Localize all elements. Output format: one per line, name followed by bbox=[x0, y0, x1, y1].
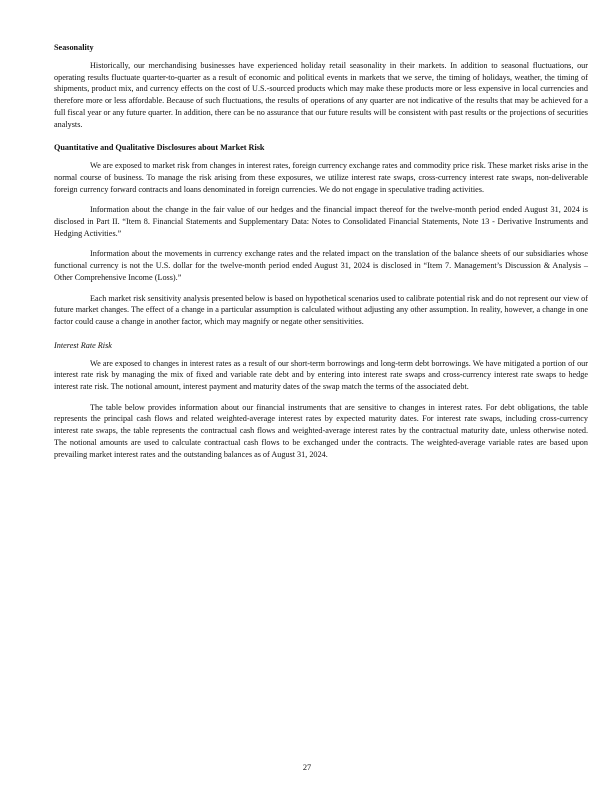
market-risk-paragraph-4: Each market risk sensitivity analysis presented below is based on hypothetical scenarios used to calibrate potential risk and do not represent our view of future market changes. The effect of a change in a particular assumption is calculated without adjusting any other assumption. In reality, however, a change in one factor could cause a change in another factor, which may magnify or negate other sensitivities. bbox=[54, 293, 588, 326]
seasonality-heading: Seasonality bbox=[54, 43, 94, 52]
market-risk-section bbox=[54, 142, 588, 327]
interest-rate-risk-heading: Interest Rate Risk bbox=[54, 340, 112, 350]
market-risk-paragraph-3: Information about the movements in currency exchange rates and the related impact on the translation of the balance sheets of our subsidiaries whose functional currency is not the U.S. dollar for the twelve-month period ended August 31, 2024 is disclosed in “Item 7. Management’s Discussion & Analysis – Other Comprehensive Income (Loss).” bbox=[54, 249, 588, 282]
market-risk-heading: Quantitative and Qualitative Disclosures about Market Risk bbox=[54, 143, 265, 153]
seasonality-paragraph: Historically, our merchandising businesses have experienced holiday retail seasonality in their markets. In addition to seasonal fluctuations, our operating results fluctuate quarter-to-quarter as a result of economic and political events in markets that we serve, the timing of holidays, weather, the timing of shipments, product mix, and currency effects on the cost of U.S.-sourced products which may make these products more or less expensive in local currencies and therefore more or less affordable. Because of such fluctuations, the results of operations of any quarter are not indicative of the results that may be achieved for a full fiscal year or any future quarter. In addition, there can be no assurance that our future results will be consistent with past results or the projections of securities analysts. bbox=[54, 61, 588, 129]
interest-rate-risk-section bbox=[54, 340, 588, 461]
market-risk-paragraph-2: Information about the change in the fair value of our hedges and the financial impact thereof for the twelve-month period ended August 31, 2024 is disclosed in Part II. “Item 8. Financial Statements and Supplementary Data: Notes to Consolidated Financial Statements, Note 13 - Derivative Instruments and Hedging Activities.” bbox=[54, 205, 588, 238]
page-number: 27 bbox=[302, 763, 312, 772]
market-risk-paragraph-1: We are exposed to market risk from changes in interest rates, foreign currency exchange rates and commodity price risk. These market risks arise in the normal course of business. To manage the risk arising from these exposures, we utilize interest rate swaps, cross-currency interest rate swaps, non-deliverable foreign currency forward contracts and loans denominated in foreign currencies. We do not engage in speculative trading activities. bbox=[54, 161, 588, 194]
document-page bbox=[54, 42, 588, 472]
seasonality-section bbox=[54, 42, 588, 130]
interest-rate-risk-paragraph-2: The table below provides information about our financial instruments that are sensitive to changes in interest rates. For debt obligations, the table represents the principal cash flows and related weighted-average interest rates by expected maturity dates. For interest rate swaps, including cross-currency interest rate swaps, the table represents the contractual cash flows and weighted-average interest rates by the contractual maturity date, unless otherwise noted. The notional amounts are used to calculate contractual cash flows to be exchanged under the contracts. The weighted-average variable rates are based upon prevailing market interest rates and the outstanding balances as of August 31, 2024. bbox=[54, 402, 588, 459]
interest-rate-risk-paragraph-1: We are exposed to changes in interest rates as a result of our short-term borrowings and long-term debt borrowings. We have mitigated a portion of our interest rate risk by managing the mix of fixed and variable rate debt and by entering into interest rate swaps and cross-currency interest rate swaps to hedge interest rate risk. The notional amount, interest payment and maturity dates of the swap match the terms of the associated debt. bbox=[54, 358, 588, 392]
